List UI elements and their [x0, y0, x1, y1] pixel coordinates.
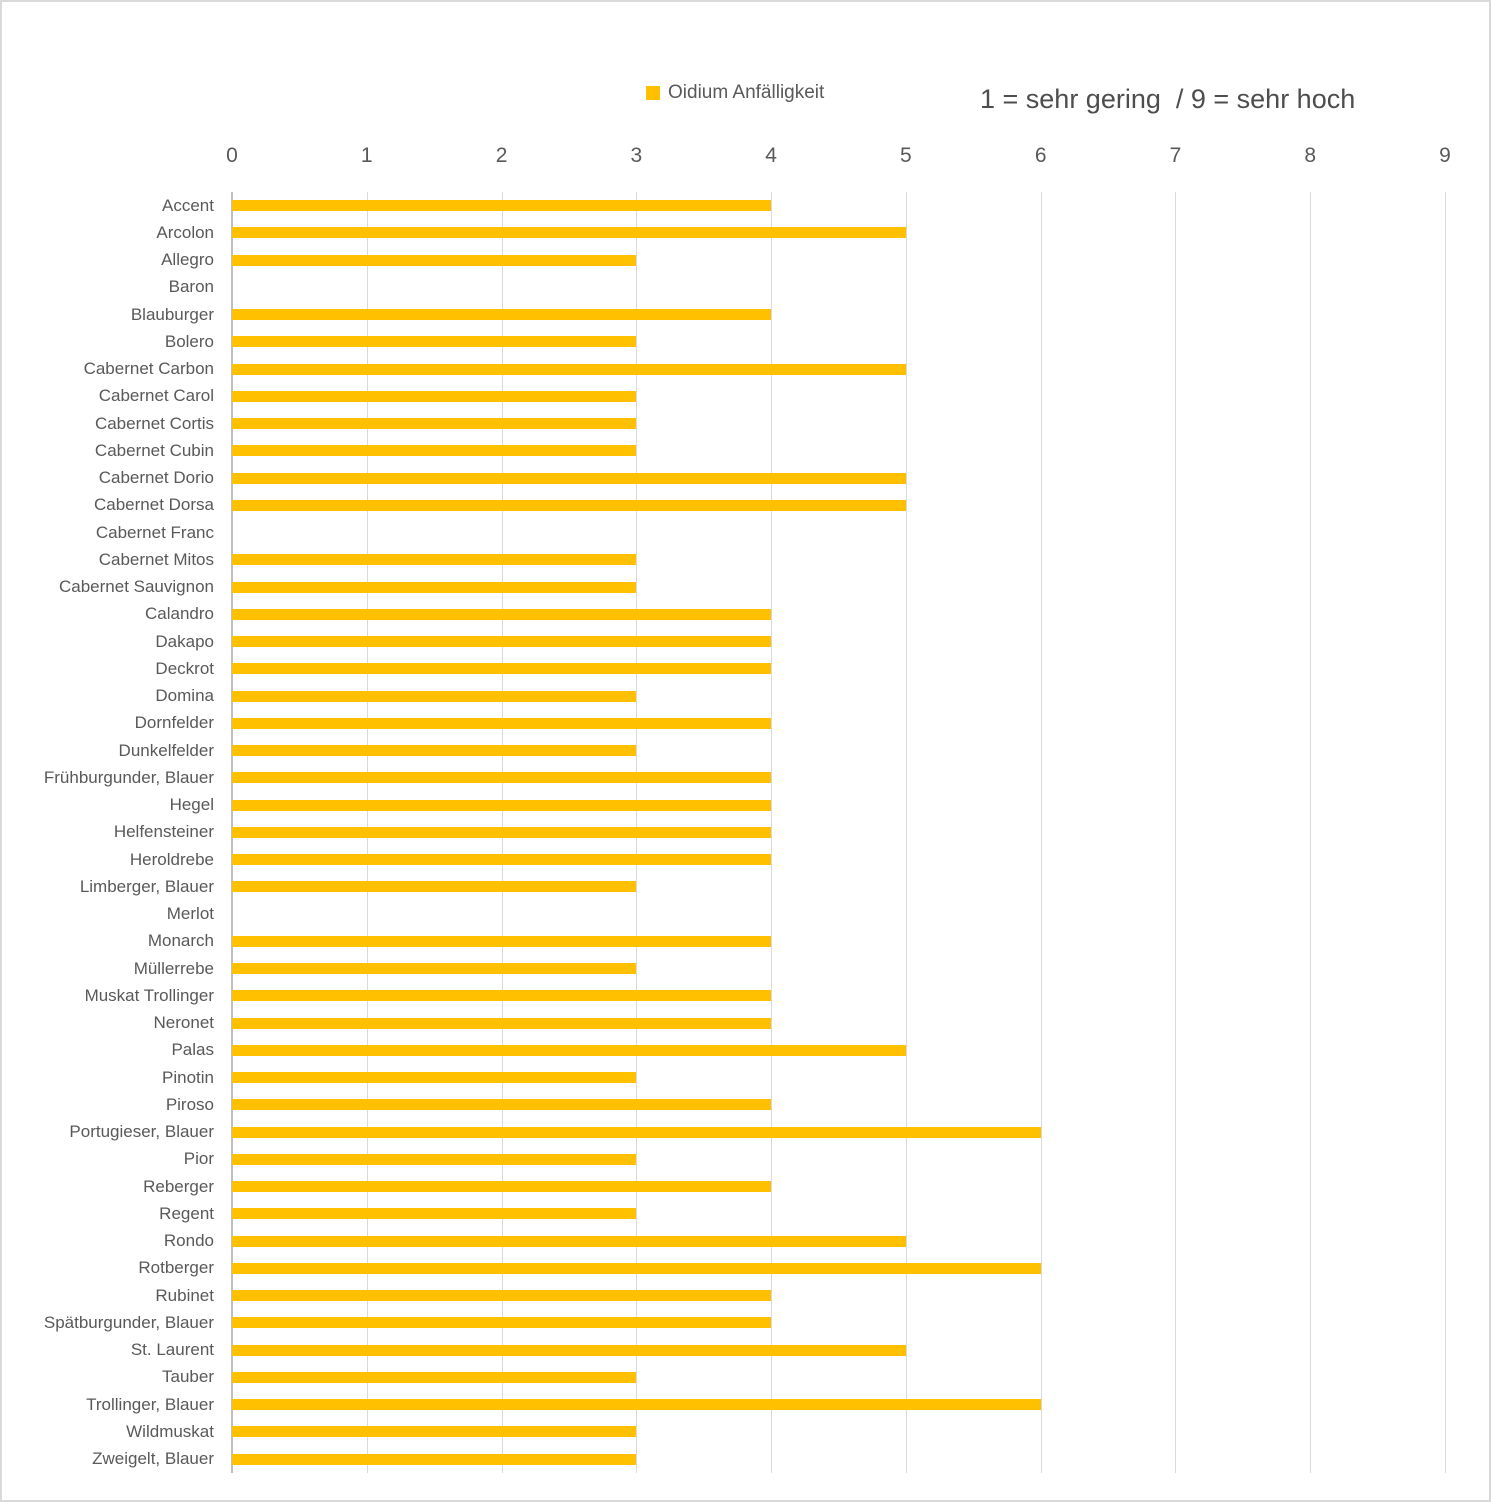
bar [232, 364, 906, 375]
category-label: Trollinger, Blauer [86, 1394, 214, 1414]
bar-row [232, 301, 1445, 328]
category-label: Cabernet Franc [95, 522, 214, 542]
bar-row [232, 982, 1445, 1009]
legend [646, 82, 824, 104]
bar-row [232, 383, 1445, 410]
bar [232, 200, 771, 211]
bar-row [232, 1200, 1445, 1227]
category-label: Cabernet Cortis [94, 413, 214, 433]
bar-row [232, 1173, 1445, 1200]
bar [232, 1018, 771, 1029]
category-label: Zweigelt, Blauer [92, 1449, 214, 1469]
bar-row [232, 1309, 1445, 1336]
bar [232, 1208, 636, 1219]
bar-row [232, 410, 1445, 437]
bar-row [232, 1337, 1445, 1364]
bar-row [232, 1064, 1445, 1091]
category-label: Portugieser, Blauer [69, 1122, 214, 1142]
bar-row [232, 901, 1445, 928]
bar [232, 691, 636, 702]
bar [232, 1127, 1041, 1138]
gridline [1445, 192, 1446, 1473]
category-label: St. Laurent [130, 1340, 214, 1360]
category-label: Reberger [143, 1176, 214, 1196]
legend-swatch-icon [646, 86, 660, 100]
bar [232, 745, 636, 756]
bar [232, 500, 906, 511]
x-tick-label: 3 [630, 144, 643, 167]
category-label: Bolero [164, 331, 214, 351]
bar [232, 309, 771, 320]
category-label: Hegel [169, 795, 214, 815]
bar [232, 936, 771, 947]
bar-row [232, 792, 1445, 819]
bar-row [232, 1364, 1445, 1391]
bar-row [232, 1391, 1445, 1418]
bar [232, 772, 771, 783]
bar [232, 881, 636, 892]
category-label: Arcolon [156, 222, 214, 242]
category-label: Rondo [163, 1231, 214, 1251]
category-label: Rubinet [155, 1285, 214, 1305]
category-label: Limberger, Blauer [79, 876, 214, 896]
x-tick-label: 4 [765, 144, 777, 167]
bar [232, 990, 771, 1001]
category-label: Cabernet Mitos [98, 549, 214, 569]
bar [232, 854, 771, 865]
bar-row [232, 655, 1445, 682]
bar [232, 609, 771, 620]
category-label: Piroso [165, 1094, 214, 1114]
bar-row [232, 465, 1445, 492]
bar-row [232, 1010, 1445, 1037]
bar-row [232, 928, 1445, 955]
x-tick-label: 5 [900, 144, 912, 167]
category-label: Heroldrebe [129, 849, 214, 869]
category-label: Monarch [147, 931, 214, 951]
bar-row [232, 873, 1445, 900]
x-tick-label: 0 [226, 144, 238, 167]
x-tick-label: 6 [1034, 144, 1047, 167]
bar-row [232, 328, 1445, 355]
bar [232, 963, 636, 974]
category-label: Deckrot [155, 658, 214, 678]
plot-area [232, 192, 1445, 1473]
category-label: Domina [155, 686, 214, 706]
bar [232, 1290, 771, 1301]
category-label: Merlot [166, 904, 214, 924]
bar [232, 827, 771, 838]
x-axis [226, 144, 1451, 174]
bar-row [232, 819, 1445, 846]
legend-label: Oidium Anfälligkeit [668, 82, 825, 103]
bar-row [232, 1418, 1445, 1445]
bar [232, 800, 771, 811]
bar-row [232, 710, 1445, 737]
bar [232, 1236, 906, 1247]
category-label: Spätburgunder, Blauer [43, 1312, 214, 1332]
bar-rows [232, 192, 1445, 1473]
category-label: Palas [171, 1040, 214, 1060]
category-label: Cabernet Carol [98, 386, 214, 406]
category-label: Neronet [153, 1013, 214, 1033]
bar-row [232, 955, 1445, 982]
bar [232, 336, 636, 347]
bar-row [232, 846, 1445, 873]
bar [232, 255, 636, 266]
bar [232, 636, 771, 647]
category-labels [2, 192, 214, 1473]
category-label: Müllerrebe [133, 958, 214, 978]
bar [232, 391, 636, 402]
bar-row [232, 274, 1445, 301]
bar-row [232, 1146, 1445, 1173]
bar-row [232, 247, 1445, 274]
chart-title: 1 = sehr gering / 9 = sehr hoch [980, 84, 1356, 114]
bar-row [232, 1255, 1445, 1282]
category-label: Frühburgunder, Blauer [43, 767, 214, 787]
category-label: Helfensteiner [113, 822, 214, 842]
category-label: Dornfelder [134, 713, 214, 733]
bar-row [232, 492, 1445, 519]
bar [232, 418, 636, 429]
bar [232, 1263, 1041, 1274]
category-label: Cabernet Cubin [94, 440, 214, 460]
bar-row [232, 546, 1445, 573]
bar [232, 445, 636, 456]
bar [232, 1426, 636, 1437]
bar [232, 1045, 906, 1056]
bar-row [232, 219, 1445, 246]
category-label: Rotberger [138, 1258, 214, 1278]
bar-row [232, 1091, 1445, 1118]
bar [232, 1399, 1041, 1410]
category-label: Baron [168, 277, 214, 297]
category-label: Accent [162, 195, 214, 215]
bar [232, 1372, 636, 1383]
bar [232, 473, 906, 484]
category-label: Muskat Trollinger [84, 985, 214, 1005]
bar [232, 1181, 771, 1192]
bar [232, 582, 636, 593]
bar [232, 1099, 771, 1110]
x-tick-label: 9 [1439, 144, 1451, 167]
bar-row [232, 1037, 1445, 1064]
bar [232, 663, 771, 674]
bar-row [232, 1446, 1445, 1473]
x-tick-label: 1 [360, 144, 373, 167]
bar [232, 1072, 636, 1083]
category-label: Calandro [145, 604, 214, 624]
x-tick-label: 7 [1169, 144, 1182, 167]
bar-row [232, 683, 1445, 710]
category-label: Tauber [162, 1367, 214, 1387]
bar-row [232, 519, 1445, 546]
category-label: Cabernet Dorio [98, 468, 214, 488]
bar-row [232, 1228, 1445, 1255]
bar-row [232, 192, 1445, 219]
bar-row [232, 356, 1445, 383]
x-tick-label: 8 [1304, 144, 1317, 167]
bar-row [232, 437, 1445, 464]
category-label: Pior [183, 1149, 214, 1169]
category-label: Cabernet Dorsa [93, 495, 214, 515]
bar [232, 1454, 636, 1465]
bar-row [232, 1282, 1445, 1309]
bar-row [232, 574, 1445, 601]
category-label: Pinotin [162, 1067, 214, 1087]
category-label: Wildmuskat [126, 1421, 214, 1441]
bar [232, 554, 636, 565]
bar-row [232, 601, 1445, 628]
bar [232, 718, 771, 729]
category-label: Allegro [161, 250, 214, 270]
category-label: Blauburger [130, 304, 214, 324]
x-tick-label: 2 [495, 144, 508, 167]
bar-row [232, 628, 1445, 655]
bar [232, 1154, 636, 1165]
bar [232, 1317, 771, 1328]
category-label: Dunkelfelder [118, 740, 214, 760]
bar-row [232, 764, 1445, 791]
category-label: Cabernet Carbon [83, 359, 214, 379]
bar-row [232, 737, 1445, 764]
category-label: Dakapo [155, 631, 214, 651]
category-label: Regent [159, 1203, 214, 1223]
bar [232, 1345, 906, 1356]
category-label: Cabernet Sauvignon [58, 577, 214, 597]
bar-row [232, 1119, 1445, 1146]
bar [232, 227, 906, 238]
